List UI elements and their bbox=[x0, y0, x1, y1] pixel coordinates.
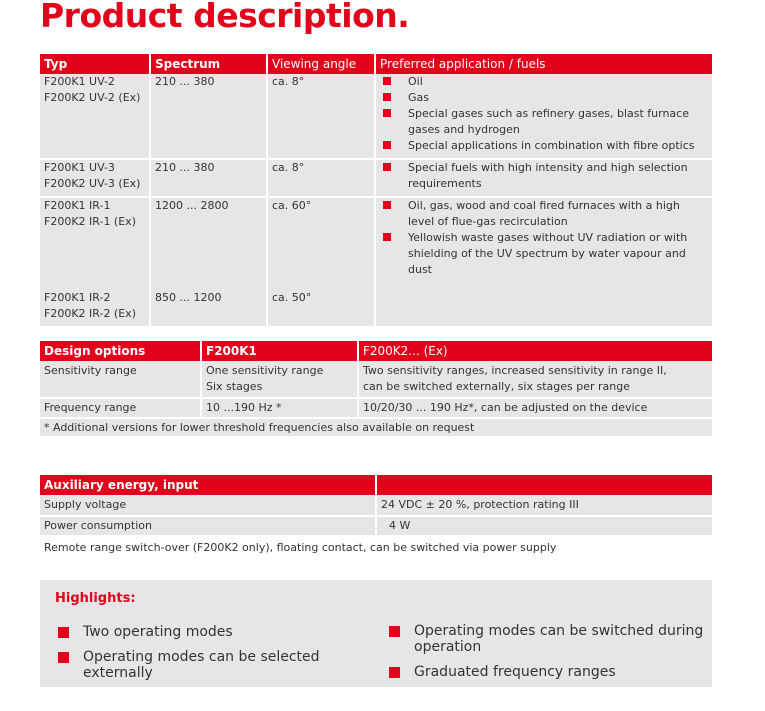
table-row bbox=[40, 495, 712, 515]
col-header-typ: Typ bbox=[40, 54, 149, 74]
type-name: F200K1 IR-2 bbox=[44, 291, 111, 304]
highlight-item: Operating modes can be switched during operation bbox=[387, 623, 704, 655]
application-list bbox=[380, 160, 708, 192]
footnote: * Additional versions for lower threshold frequencies also available on request bbox=[40, 417, 712, 436]
spectrum-cell: 210 ... 380 bbox=[149, 74, 266, 158]
angle-cell: ca. 8° bbox=[266, 74, 374, 158]
table-row bbox=[40, 361, 712, 397]
spectrum-cell: 1200 ... 2800 bbox=[149, 196, 266, 290]
type-cell bbox=[40, 290, 149, 326]
list-item: Gas bbox=[380, 90, 708, 106]
table-row bbox=[40, 515, 712, 535]
cell-line: Two sensitivity ranges, increased sensitivity in range II, bbox=[363, 364, 667, 377]
angle-cell: ca. 60° bbox=[266, 196, 374, 290]
col-header-f200k1: F200K1 bbox=[200, 341, 357, 361]
f200k2-cell: 10/20/30 ... 190 Hz*, can be adjusted on the device bbox=[357, 397, 712, 417]
f200k2-cell bbox=[357, 361, 712, 397]
f200k1-cell: 10 ...190 Hz * bbox=[200, 397, 357, 417]
row-label: Frequency range bbox=[40, 397, 200, 417]
row-value: 24 VDC ± 20 %, protection rating III bbox=[375, 495, 712, 515]
angle-cell: ca. 8° bbox=[266, 158, 374, 196]
highlight-item: Graduated frequency ranges bbox=[387, 664, 704, 680]
design-table-header bbox=[40, 341, 712, 361]
list-item: Special applications in combination with fibre optics bbox=[380, 138, 708, 154]
type-cell bbox=[40, 74, 149, 158]
type-name: F200K2 IR-2 (Ex) bbox=[44, 307, 136, 320]
col-header-spectrum: Spectrum bbox=[149, 54, 266, 74]
application-cell bbox=[374, 74, 712, 158]
col-header-viewing-angle: Viewing angle bbox=[266, 54, 374, 74]
aux-table-header bbox=[40, 475, 712, 495]
application-cell bbox=[374, 196, 712, 326]
angle-cell: ca. 50° bbox=[266, 290, 374, 326]
type-name: F200K2 UV-2 (Ex) bbox=[44, 91, 141, 104]
application-list bbox=[380, 74, 708, 154]
type-name: F200K1 IR-1 bbox=[44, 199, 111, 212]
type-name: F200K2 IR-1 (Ex) bbox=[44, 215, 136, 228]
cell-line: can be switched externally, six stages per range bbox=[363, 380, 630, 393]
col-header-auxiliary-energy: Auxiliary energy, input bbox=[40, 475, 375, 495]
f200k1-cell bbox=[200, 361, 357, 397]
row-label: Supply voltage bbox=[40, 495, 375, 515]
list-item: Special fuels with high intensity and high selection requirements bbox=[380, 160, 708, 192]
list-item: Yellowish waste gases without UV radiation or with shielding of the UV spectrum by water vapour and dust bbox=[380, 230, 708, 278]
list-item: Oil, gas, wood and coal fired furnaces with a high level of flue-gas recirculation bbox=[380, 198, 708, 230]
cell-line: One sensitivity range bbox=[206, 364, 324, 377]
list-item: Oil bbox=[380, 74, 708, 90]
type-cell bbox=[40, 158, 149, 196]
col-header-empty bbox=[375, 475, 712, 495]
row-label: Power consumption bbox=[40, 515, 375, 535]
type-cell bbox=[40, 196, 149, 290]
highlight-item: Two operating modes bbox=[56, 624, 353, 640]
col-header-f200k2: F200K2... (Ex) bbox=[357, 341, 712, 361]
highlight-item: Operating modes can be selected externally bbox=[56, 649, 353, 681]
col-header-application: Preferred application / fuels bbox=[374, 54, 712, 74]
application-list bbox=[380, 198, 708, 278]
row-label: Sensitivity range bbox=[40, 361, 200, 397]
page-title: Product description. bbox=[40, 0, 410, 35]
type-name: F200K1 UV-2 bbox=[44, 75, 115, 88]
type-name: F200K1 UV-3 bbox=[44, 161, 115, 174]
application-cell bbox=[374, 158, 712, 196]
highlights-box bbox=[40, 580, 712, 687]
footnote-row bbox=[40, 417, 712, 436]
highlights-title: Highlights: bbox=[55, 591, 136, 606]
design-options-table bbox=[40, 341, 712, 436]
spectrum-cell: 210 ... 380 bbox=[149, 158, 266, 196]
table-row bbox=[40, 158, 712, 196]
auxiliary-energy-table bbox=[40, 475, 712, 535]
cell-line: Six stages bbox=[206, 380, 263, 393]
table-row bbox=[40, 196, 712, 290]
col-header-design-options: Design options bbox=[40, 341, 200, 361]
list-item: Special gases such as refinery gases, blast furnace gases and hydrogen bbox=[380, 106, 708, 138]
aux-note: Remote range switch-over (F200K2 only), floating contact, can be switched via power supply bbox=[44, 541, 557, 554]
product-table-header bbox=[40, 54, 712, 74]
type-name: F200K2 UV-3 (Ex) bbox=[44, 177, 141, 190]
table-row bbox=[40, 74, 712, 158]
row-value: 4 W bbox=[375, 515, 712, 535]
spectrum-cell: 850 ... 1200 bbox=[149, 290, 266, 326]
product-table bbox=[40, 54, 712, 326]
table-row bbox=[40, 397, 712, 417]
